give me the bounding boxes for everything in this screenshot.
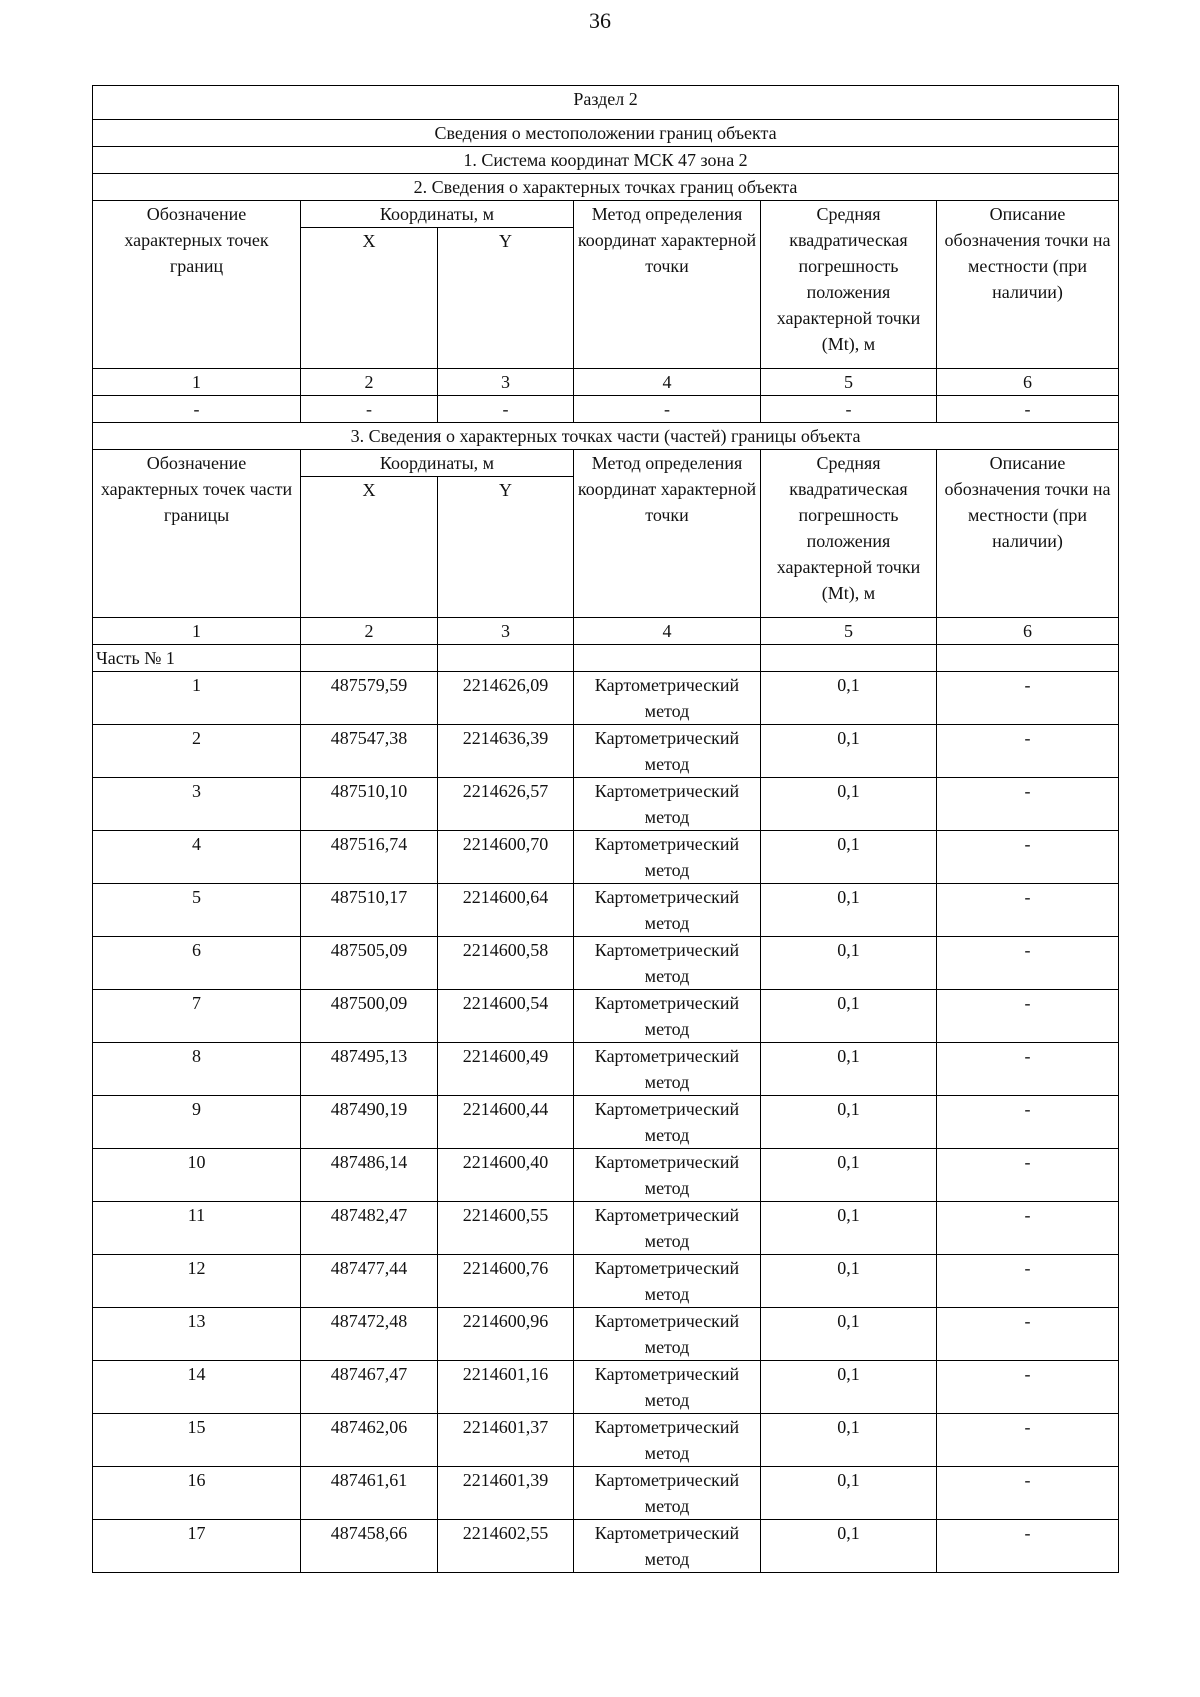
cell-coord-y: 2214600,96 xyxy=(438,1308,574,1361)
cell-point-number: 15 xyxy=(93,1414,301,1467)
cell-point-number: 8 xyxy=(93,1043,301,1096)
cell-mt-error: 0,1 xyxy=(761,990,937,1043)
t2-col-number: 4 xyxy=(574,618,761,645)
cell-mt-error: 0,1 xyxy=(761,831,937,884)
cell-coord-y: 2214600,76 xyxy=(438,1255,574,1308)
cell-coord-x: 487510,10 xyxy=(301,778,438,831)
table-row xyxy=(93,672,1119,725)
cell-coord-y: 2214602,55 xyxy=(438,1520,574,1573)
table-row xyxy=(93,937,1119,990)
t1-empty-cell: - xyxy=(93,396,301,423)
t1-header-designation: Обозначение характерных точек границ xyxy=(93,201,301,369)
cell-point-number: 14 xyxy=(93,1361,301,1414)
table-row xyxy=(93,1308,1119,1361)
cell-point-number: 17 xyxy=(93,1520,301,1573)
cell-coord-y: 2214600,70 xyxy=(438,831,574,884)
part-empty-cell xyxy=(438,645,574,672)
cell-description: - xyxy=(937,725,1119,778)
cell-description: - xyxy=(937,937,1119,990)
cell-method: Картометрический метод xyxy=(574,1096,761,1149)
table-row xyxy=(93,831,1119,884)
cell-coord-y: 2214600,40 xyxy=(438,1149,574,1202)
table-row xyxy=(93,1255,1119,1308)
part-empty-cell xyxy=(761,645,937,672)
t1-empty-cell: - xyxy=(761,396,937,423)
t1-col-number: 6 xyxy=(937,369,1119,396)
cell-coord-x: 487486,14 xyxy=(301,1149,438,1202)
cell-coord-x: 487461,61 xyxy=(301,1467,438,1520)
cell-method: Картометрический метод xyxy=(574,1414,761,1467)
table-row xyxy=(93,1467,1119,1520)
cell-coord-y: 2214601,16 xyxy=(438,1361,574,1414)
cell-mt-error: 0,1 xyxy=(761,778,937,831)
t1-empty-cell: - xyxy=(438,396,574,423)
cell-coord-x: 487505,09 xyxy=(301,937,438,990)
table-row xyxy=(93,725,1119,778)
t1-header-coordinates: Координаты, м xyxy=(301,201,574,228)
t2-col-number: 5 xyxy=(761,618,937,645)
cell-method: Картометрический метод xyxy=(574,937,761,990)
part-label: Часть № 1 xyxy=(93,645,301,672)
cell-description: - xyxy=(937,831,1119,884)
cell-point-number: 7 xyxy=(93,990,301,1043)
cell-description: - xyxy=(937,1520,1119,1573)
cell-point-number: 1 xyxy=(93,672,301,725)
cell-coord-y: 2214600,58 xyxy=(438,937,574,990)
cell-point-number: 5 xyxy=(93,884,301,937)
cell-coord-y: 2214626,57 xyxy=(438,778,574,831)
cell-mt-error: 0,1 xyxy=(761,1414,937,1467)
t2-header-description: Описание обозначения точки на местности (при наличии) xyxy=(937,450,1119,618)
t2-header-coordinates: Координаты, м xyxy=(301,450,574,477)
cell-coord-x: 487462,06 xyxy=(301,1414,438,1467)
cell-mt-error: 0,1 xyxy=(761,937,937,990)
t2-col-number: 3 xyxy=(438,618,574,645)
cell-coord-y: 2214600,64 xyxy=(438,884,574,937)
table-row xyxy=(93,778,1119,831)
cell-method: Картометрический метод xyxy=(574,1520,761,1573)
boundary-table xyxy=(92,85,1119,1573)
part-empty-cell xyxy=(574,645,761,672)
table-row xyxy=(93,1361,1119,1414)
cell-description: - xyxy=(937,1467,1119,1520)
t1-header-x: X xyxy=(301,228,438,369)
table-row xyxy=(93,1149,1119,1202)
t2-header-error: Средняя квадратическая погрешность положения характерной точки (Mt), м xyxy=(761,450,937,618)
cell-description: - xyxy=(937,778,1119,831)
cell-method: Картометрический метод xyxy=(574,884,761,937)
cell-method: Картометрический метод xyxy=(574,672,761,725)
cell-point-number: 6 xyxy=(93,937,301,990)
t2-col-number: 6 xyxy=(937,618,1119,645)
cell-coord-y: 2214600,44 xyxy=(438,1096,574,1149)
cell-method: Картометрический метод xyxy=(574,1255,761,1308)
t1-empty-cell: - xyxy=(574,396,761,423)
cell-coord-x: 487495,13 xyxy=(301,1043,438,1096)
cell-coord-x: 487547,38 xyxy=(301,725,438,778)
cell-method: Картометрический метод xyxy=(574,1467,761,1520)
table2-title: 3. Сведения о характерных точках части (частей) границы объекта xyxy=(93,423,1119,450)
t1-header-description: Описание обозначения точки на местности (при наличии) xyxy=(937,201,1119,369)
table-row xyxy=(93,1202,1119,1255)
part-empty-cell xyxy=(301,645,438,672)
cell-point-number: 10 xyxy=(93,1149,301,1202)
coordinate-system: 1. Система координат МСК 47 зона 2 xyxy=(93,147,1119,174)
cell-coord-x: 487477,44 xyxy=(301,1255,438,1308)
cell-method: Картометрический метод xyxy=(574,831,761,884)
t1-col-number: 2 xyxy=(301,369,438,396)
cell-description: - xyxy=(937,1414,1119,1467)
cell-method: Картометрический метод xyxy=(574,990,761,1043)
cell-description: - xyxy=(937,1043,1119,1096)
table-row xyxy=(93,990,1119,1043)
t1-empty-cell: - xyxy=(937,396,1119,423)
cell-method: Картометрический метод xyxy=(574,1361,761,1414)
cell-description: - xyxy=(937,1361,1119,1414)
t1-header-y: Y xyxy=(438,228,574,369)
t2-col-number: 1 xyxy=(93,618,301,645)
t1-empty-cell: - xyxy=(301,396,438,423)
cell-mt-error: 0,1 xyxy=(761,1467,937,1520)
cell-description: - xyxy=(937,1096,1119,1149)
t1-header-method: Метод определения координат характерной точки xyxy=(574,201,761,369)
cell-coord-y: 2214600,55 xyxy=(438,1202,574,1255)
t2-header-x: X xyxy=(301,477,438,618)
cell-coord-x: 487500,09 xyxy=(301,990,438,1043)
cell-point-number: 13 xyxy=(93,1308,301,1361)
table-row xyxy=(93,1520,1119,1573)
cell-method: Картометрический метод xyxy=(574,778,761,831)
cell-description: - xyxy=(937,672,1119,725)
cell-description: - xyxy=(937,1308,1119,1361)
cell-mt-error: 0,1 xyxy=(761,1149,937,1202)
table-row xyxy=(93,1414,1119,1467)
cell-mt-error: 0,1 xyxy=(761,884,937,937)
cell-method: Картометрический метод xyxy=(574,1043,761,1096)
boundary-heading: Сведения о местоположении границ объекта xyxy=(93,120,1119,147)
cell-coord-y: 2214600,54 xyxy=(438,990,574,1043)
t1-col-number: 5 xyxy=(761,369,937,396)
cell-point-number: 12 xyxy=(93,1255,301,1308)
cell-description: - xyxy=(937,1202,1119,1255)
cell-point-number: 3 xyxy=(93,778,301,831)
cell-coord-x: 487482,47 xyxy=(301,1202,438,1255)
cell-mt-error: 0,1 xyxy=(761,1096,937,1149)
cell-description: - xyxy=(937,1149,1119,1202)
cell-point-number: 16 xyxy=(93,1467,301,1520)
table-row xyxy=(93,1043,1119,1096)
cell-mt-error: 0,1 xyxy=(761,1520,937,1573)
page-number: 36 xyxy=(589,8,611,33)
part-empty-cell xyxy=(937,645,1119,672)
cell-method: Картометрический метод xyxy=(574,725,761,778)
cell-coord-y: 2214601,39 xyxy=(438,1467,574,1520)
cell-point-number: 2 xyxy=(93,725,301,778)
t2-header-y: Y xyxy=(438,477,574,618)
cell-coord-x: 487467,47 xyxy=(301,1361,438,1414)
t1-col-number: 1 xyxy=(93,369,301,396)
table-row xyxy=(93,1096,1119,1149)
cell-method: Картометрический метод xyxy=(574,1149,761,1202)
table1-title: 2. Сведения о характерных точках границ объекта xyxy=(93,174,1119,201)
cell-description: - xyxy=(937,884,1119,937)
t1-header-error: Средняя квадратическая погрешность положения характерной точки (Mt), м xyxy=(761,201,937,369)
cell-mt-error: 0,1 xyxy=(761,1361,937,1414)
cell-method: Картометрический метод xyxy=(574,1202,761,1255)
section-title: Раздел 2 xyxy=(93,86,1119,120)
cell-mt-error: 0,1 xyxy=(761,1308,937,1361)
t2-col-number: 2 xyxy=(301,618,438,645)
t2-header-designation: Обозначение характерных точек части границы xyxy=(93,450,301,618)
cell-coord-x: 487510,17 xyxy=(301,884,438,937)
t2-header-method: Метод определения координат характерной точки xyxy=(574,450,761,618)
cell-mt-error: 0,1 xyxy=(761,672,937,725)
cell-description: - xyxy=(937,990,1119,1043)
cell-mt-error: 0,1 xyxy=(761,725,937,778)
t1-col-number: 3 xyxy=(438,369,574,396)
cell-coord-x: 487579,59 xyxy=(301,672,438,725)
cell-mt-error: 0,1 xyxy=(761,1202,937,1255)
cell-point-number: 4 xyxy=(93,831,301,884)
cell-coord-y: 2214601,37 xyxy=(438,1414,574,1467)
cell-coord-x: 487472,48 xyxy=(301,1308,438,1361)
t1-col-number: 4 xyxy=(574,369,761,396)
cell-mt-error: 0,1 xyxy=(761,1255,937,1308)
cell-point-number: 9 xyxy=(93,1096,301,1149)
cell-method: Картометрический метод xyxy=(574,1308,761,1361)
cell-description: - xyxy=(937,1255,1119,1308)
cell-coord-x: 487458,66 xyxy=(301,1520,438,1573)
table-row xyxy=(93,884,1119,937)
cell-coord-y: 2214600,49 xyxy=(438,1043,574,1096)
cell-mt-error: 0,1 xyxy=(761,1043,937,1096)
cell-coord-x: 487516,74 xyxy=(301,831,438,884)
cell-point-number: 11 xyxy=(93,1202,301,1255)
cell-coord-x: 487490,19 xyxy=(301,1096,438,1149)
cell-coord-y: 2214626,09 xyxy=(438,672,574,725)
cell-coord-y: 2214636,39 xyxy=(438,725,574,778)
